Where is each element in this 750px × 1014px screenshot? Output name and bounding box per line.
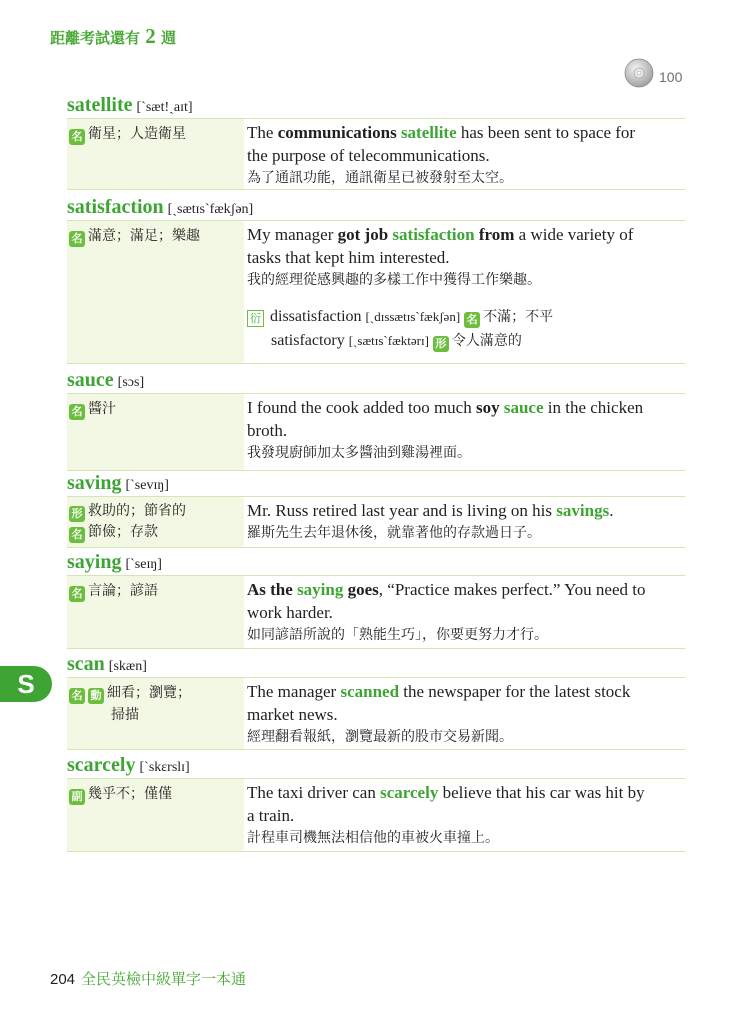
example-column [244,221,685,363]
example-column [244,678,685,749]
book-title: 全民英檢中級單字一本通 [81,970,247,988]
countdown-number: 2 [145,24,156,48]
pronunciation: [ˏsætɪsˋfækʃən] [167,202,254,217]
example-sentence-cont: tasks that kept him interested. [247,248,450,267]
definition-column [67,221,244,363]
example-sentence: The manager scanned the newspaper for the latest stock [247,682,631,701]
definition-text-cont: 掃描 [111,707,139,723]
noun-badge-icon: 名 [69,688,85,704]
noun-badge-icon: 名 [69,129,85,145]
entry-saying [67,549,685,649]
example-column [244,576,685,648]
exam-countdown-title [50,24,176,49]
pronunciation: [ˋskɛrslɪ] [139,760,190,775]
headword: satisfaction [67,196,164,218]
definition-column [67,394,244,470]
example-sentence-cont: broth. [247,421,288,440]
headword: scan [67,653,105,675]
derivative-word: dissatisfaction [270,308,362,325]
derivative-badge-icon: 衍 [247,310,264,327]
example-column [244,119,685,189]
headword: satellite [67,94,133,116]
example-sentence: Mr. Russ retired last year and is living on his savings. [247,501,614,520]
definition-column [67,779,244,851]
example-sentence: The taxi driver can scarcely believe that his car was hit by [247,783,645,802]
pronunciation: [ˋsæt!ˏaɪt] [136,100,193,115]
entry-satellite [67,92,685,190]
derivative-pron: [ˏdɪssætɪsˋfækʃən] [365,309,461,324]
entry-saving [67,470,685,548]
example-translation: 如同諺語所說的「熟能生巧」，你要更努力才行。 [247,627,548,643]
definition-column [67,678,244,749]
example-sentence-cont: the purpose of telecommunications. [247,146,490,165]
adverb-badge-icon: 副 [69,789,85,805]
definition-text: 節儉；存款 [88,524,158,540]
example-translation: 為了通訊功能，通訊衛星已被發射至太空。 [247,170,513,186]
definition-column [67,497,244,547]
definition-text: 救助的；節省的 [88,503,186,519]
example-sentence-cont: a train. [247,806,295,825]
example-column [244,394,685,470]
definition-column [67,119,244,189]
entry-sauce [67,367,685,471]
verb-badge-icon: 動 [88,688,104,704]
pronunciation: [ˋseɪŋ] [125,557,162,572]
section-letter-tab: S [0,666,52,702]
pronunciation: [sɔs] [117,375,145,390]
noun-badge-icon: 名 [69,404,85,420]
example-sentence: As the saying goes, “Practice makes perfect.” You need to [247,580,646,599]
example-sentence-cont: market news. [247,705,338,724]
cd-icon [624,58,654,88]
derivative-word: satisfactory [271,332,345,349]
example-translation: 我的經理從感興趣的多樣工作中獲得工作樂趣。 [247,272,541,288]
derivative-meaning: 令人滿意的 [451,333,522,349]
pronunciation: [skæn] [108,659,147,674]
example-translation: 我發現廚師加太多醬油到雞湯裡面。 [247,445,471,461]
countdown-suffix: 週 [160,29,176,47]
definition-text: 細看；瀏覽； [107,685,191,701]
definition-text: 幾乎不；僅僅 [88,786,172,802]
definition-column [67,576,244,648]
headword: scarcely [67,754,136,776]
derivative-meaning: 不滿；不平 [483,309,554,325]
example-sentence: The communications satellite has been sent to space for [247,123,636,142]
adjective-badge-icon: 形 [69,506,85,522]
definition-text: 衛星；人造衛星 [88,126,186,142]
derivative-pron: [ˏsætɪsˋfæktərɪ] [348,333,429,348]
headword: saving [67,472,122,494]
example-sentence-cont: work harder. [247,603,333,622]
example-translation: 經理翻看報紙，瀏覽最新的股市交易新聞。 [247,729,513,745]
derivatives [247,305,679,353]
example-translation: 計程車司機無法相信他的車被火車撞上。 [247,830,499,846]
page-number: 204 [50,971,76,988]
page-footer [50,968,246,989]
pronunciation: [ˋsevɪŋ] [125,478,169,493]
countdown-prefix: 距離考試還有 [50,29,141,47]
noun-badge-icon: 名 [464,312,480,328]
definition-text: 滿意；滿足；樂趣 [88,228,200,244]
noun-badge-icon: 名 [69,586,85,602]
example-column [244,779,685,851]
example-translation: 羅斯先生去年退休後，就靠著他的存款過日子。 [247,525,541,541]
entry-scan [67,651,685,750]
noun-badge-icon: 名 [69,527,85,543]
entry-scarcely [67,752,685,852]
headword: saying [67,551,122,573]
audio-track-number: 100 [659,69,683,85]
definition-text: 醬汁 [88,401,116,417]
adjective-badge-icon: 形 [433,336,449,352]
definition-text: 言論；諺語 [88,583,158,599]
example-sentence: I found the cook added too much soy sauce in the chicken [247,398,644,417]
entry-satisfaction [67,194,685,364]
noun-badge-icon: 名 [69,231,85,247]
example-column [244,497,685,547]
example-sentence: My manager got job satisfaction from a wide variety of [247,225,634,244]
headword: sauce [67,369,114,391]
